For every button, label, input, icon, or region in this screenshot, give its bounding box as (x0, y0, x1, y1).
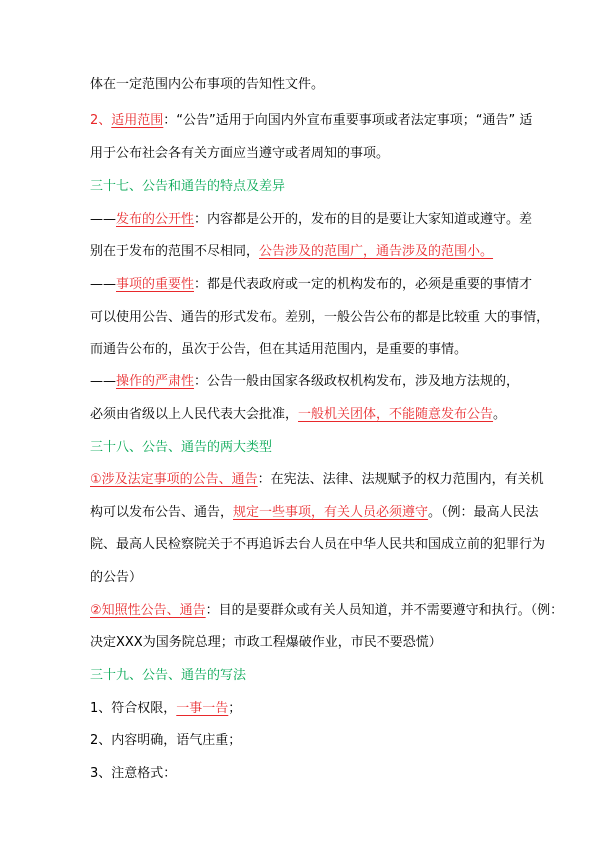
text: ：都是代表政府或一定的机构发布的，必须是重要的事情才 (194, 277, 533, 292)
scope-line-2 (90, 145, 389, 163)
text: ：“公告”适用于向国内外宣布重要事项或者法定事项；“通告” 适 (163, 113, 533, 128)
section-heading-39 (90, 667, 246, 685)
paragraph-line (90, 76, 324, 94)
text: 院、最高人民检察院关于不再追诉去台人员在中华人民共和国成立前的犯罪行为 (90, 537, 546, 552)
type2-keyword: ②知照性公告、通告 (90, 603, 206, 618)
seriousness-line-1 (90, 373, 519, 391)
text: 别在于发布的范围不尽相同， (90, 244, 260, 259)
text: 必须由省级以上人民代表大会批准， (90, 407, 299, 422)
scope-line-1 (90, 112, 532, 130)
dash: —— (90, 212, 116, 227)
emphasis-text: 一事一告 (176, 701, 229, 716)
text: 决定XXX为国务院总理；市政工程爆破作业，市民不要恐慌） (90, 635, 442, 650)
emphasis-text: 规定一些事项，有关人员必须遵守 (233, 505, 429, 520)
type1-keyword: ①涉及法定事项的公告、通告 (90, 472, 258, 487)
type1-line-2 (90, 504, 539, 522)
heading-text: 三十七、公告和通告的特点及差异 (90, 179, 286, 194)
text: ； (228, 701, 242, 716)
importance-line-3 (90, 341, 467, 359)
text: 2、内容明确，语气庄重； (90, 733, 242, 748)
text: 3、注意格式： (90, 766, 177, 781)
importance-keyword: 事项的重要性 (116, 277, 195, 292)
text: 。（例：最高人民法 (428, 505, 539, 520)
dash: —— (90, 374, 116, 389)
text: ：公告一般由国家各级政权机构发布，涉及地方法规的， (194, 374, 520, 389)
type1-line-4 (90, 569, 142, 587)
text: 而通告公布的，虽次于公告，但在其适用范围内，是重要的事情。 (90, 342, 468, 357)
writing-rule-3 (90, 765, 176, 783)
publicity-keyword: 发布的公开性 (116, 212, 195, 227)
heading-text: 三十九、公告、通告的写法 (90, 668, 247, 683)
heading-text: 三十八、公告、通告的两大类型 (90, 440, 273, 455)
text: 构可以发布公告、通告， (90, 505, 234, 520)
writing-rule-1 (90, 700, 241, 718)
emphasis-text: 公告涉及的范围广，通告涉及的范围小。 (259, 244, 494, 259)
seriousness-keyword: 操作的严肃性 (116, 374, 195, 389)
type2-line-1 (90, 602, 563, 620)
dash: —— (90, 277, 116, 292)
text: ：目的是要群众或有关人员知道，并不需要遵守和执行。（例： (205, 603, 564, 618)
importance-line-2 (90, 309, 549, 327)
importance-line-1 (90, 276, 532, 294)
text: 1、符合权限， (90, 701, 177, 716)
section-heading-37 (90, 178, 285, 196)
type1-line-3 (90, 536, 545, 554)
scope-keyword: 适用范围 (111, 113, 164, 128)
writing-rule-2 (90, 732, 241, 750)
type2-line-2 (90, 634, 442, 652)
emphasis-text: 一般机关团体，不能随意发布公告 (298, 407, 494, 422)
publicity-line-2 (90, 243, 493, 261)
type1-line-1 (90, 471, 544, 489)
item-number: 2、 (90, 113, 112, 128)
publicity-line-1 (90, 211, 532, 229)
text: 用于公布社会各有关方面应当遵守或者周知的事项。 (90, 146, 390, 161)
text: 的公告） (90, 570, 143, 585)
text: ：在宪法、法律、法规赋予的权力范围内，有关机 (257, 472, 544, 487)
text: 。 (493, 407, 507, 422)
seriousness-line-2 (90, 406, 506, 424)
text: 体在一定范围内公布事项的告知性文件。 (90, 77, 325, 92)
text: 可以使用公告、通告的形式发布。差别，一般公告公布的都是比较重 大的事情， (90, 310, 550, 325)
section-heading-38 (90, 439, 272, 457)
text: ：内容都是公开的，发布的目的是要让大家知道或遵守。差 (194, 212, 533, 227)
